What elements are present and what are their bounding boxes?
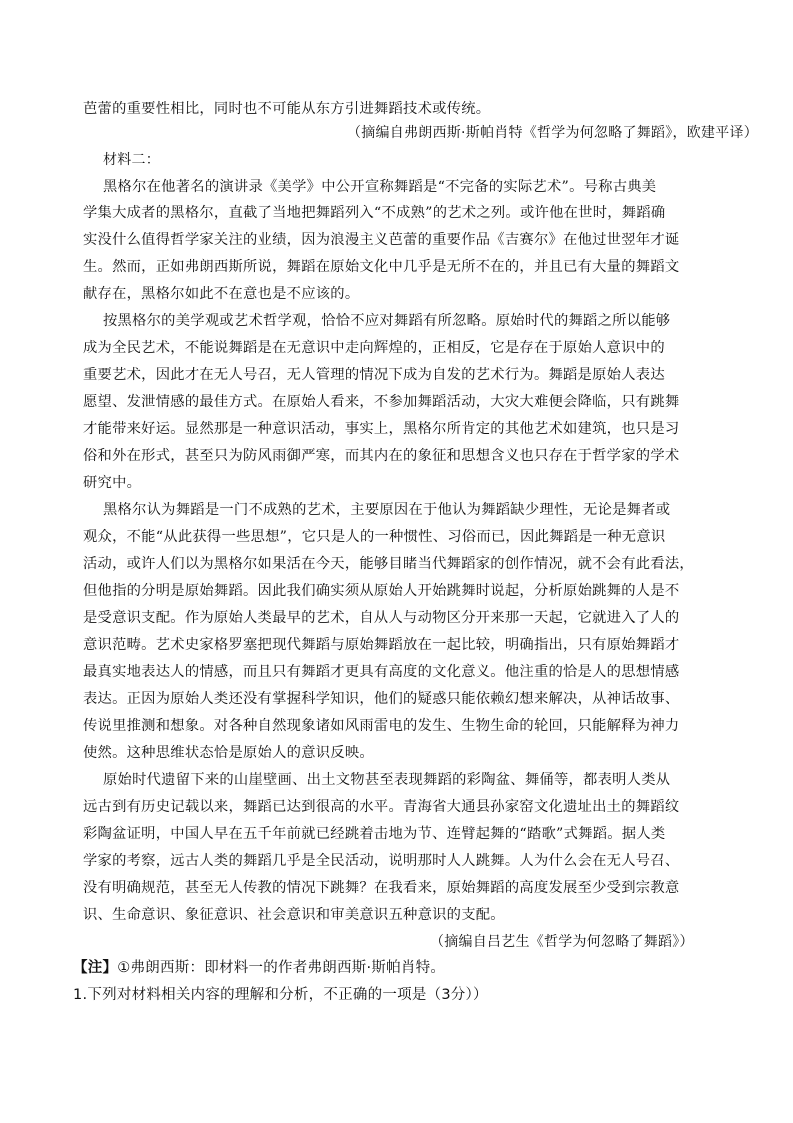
para3-line: 最真实地表达人的情感，而且只有舞蹈才更具有高度的文化意义。他注重的恰是人的思想情感 <box>83 664 680 680</box>
material-one-last-line: 芭蕾的重要性相比，同时也不可能从东方引进舞蹈技术或传统。 <box>83 101 491 117</box>
para4-line: 没有明确规范，甚至无人传教的情况下跳舞？在我看来，原始舞蹈的高度发展至少受到宗教意 <box>83 880 680 896</box>
para3-line: 但他指的分明是原始舞蹈。因此我们确实须从原始人开始跳舞时说起，分析原始跳舞的人是不 <box>83 583 680 599</box>
para3-line: 活动，或许人们以为黑格尔如果活在今天，能够目睹当代舞蹈家的创作情况，就不会有此看法， <box>83 556 694 572</box>
para4-line: 学家的考察，远古人类的舞蹈几乎是全民活动，说明那时人人跳舞。人为什么会在无人号召、 <box>83 853 680 869</box>
note-text: ①弗朗西斯：即材料一的作者弗朗西斯·斯帕肖特。 <box>117 960 446 976</box>
material-one-source: （摘编自弗朗西斯·斯帕肖特《哲学为何忽略了舞蹈》，欧建平译） <box>347 125 758 141</box>
para2-line: 才能带来好运。显然那是一种意识活动，事实上，黑格尔所肯定的其他艺术如建筑，也只是习 <box>83 421 680 437</box>
para2-line: 重要艺术，因此才在无人号召，无人管理的情况下成为自发的艺术行为。舞蹈是原始人表达 <box>83 367 665 383</box>
para3-line: 观众，不能“从此获得一些思想”，它只是人的一种惯性、习俗而已，因此舞蹈是一种无意识 <box>83 529 666 545</box>
para3-line: 使然。这种思维状态恰是原始人的意识反映。 <box>83 745 374 761</box>
para3-line: 意识范畴。艺术史家格罗塞把现代舞蹈与原始舞蹈放在一起比较，明确指出，只有原始舞蹈才 <box>83 637 680 653</box>
para3-line: 黑格尔认为舞蹈是一门不成熟的艺术，主要原因在于他认为舞蹈缺少理性，无论是舞者或 <box>103 502 671 518</box>
para1-line: 生。然而，正如弗朗西斯所说，舞蹈在原始文化中几乎是无所不在的，并且已有大量的舞蹈文 <box>83 259 680 275</box>
para3-line: 是受意识支配。作为原始人类最早的艺术，自从人与动物区分开来那一天起，它就进入了人的 <box>83 610 680 626</box>
note-line <box>73 958 445 978</box>
para4-line: 彩陶盆证明，中国人早在五千年前就已经跳着击地为节、连臂起舞的“踏歌”式舞蹈。据人类 <box>83 826 666 842</box>
para2-line: 成为全民艺术，不能说舞蹈是在无意识中走向辉煌的，正相反，它是存在于原始人意识中的 <box>83 340 665 356</box>
para2-line: 按黑格尔的美学观或艺术哲学观，恰恰不应对舞蹈有所忽略。原始时代的舞蹈之所以能够 <box>103 313 671 329</box>
para1-line: 黑格尔在他著名的演讲录《美学》中公开宣称舞蹈是“不完备的实际艺术”。号称古典美 <box>103 179 657 195</box>
question-text: 1.下列对材料相关内容的理解和分析，不正确的一项是（3分）） <box>73 987 488 1003</box>
para4-line: 远古到有历史记载以来，舞蹈已达到很高的水平。青海省大通县孙家窑文化遗址出土的舞蹈纹 <box>83 799 680 815</box>
para4-line: 识、生命意识、象征意识、社会意识和审美意识五种意识的支配。 <box>83 907 505 923</box>
para1-line: 实没什么值得哲学家关注的业绩，因为浪漫主义芭蕾的重要作品《吉赛尔》在他过世翌年才诞 <box>83 232 680 248</box>
material-two-heading: 材料二： <box>103 152 160 168</box>
para1-line: 献存在，黑格尔如此不在意也是不应该的。 <box>83 286 360 302</box>
note-prefix: 【注】 <box>73 960 118 976</box>
para2-line: 研究中。 <box>83 475 142 491</box>
para4-line: 原始时代遗留下来的山崖壁画、出土文物甚至表现舞蹈的彩陶盆、舞俑等，都表明人类从 <box>103 772 671 788</box>
para3-line: 传说里推测和想象。对各种自然现象诸如风雨雷电的发生、生物生命的轮回，只能解释为神力 <box>83 718 680 734</box>
para1-line: 学集大成者的黑格尔，直截了当地把舞蹈列入“不成熟”的艺术之列。或许他在世时，舞蹈确 <box>83 205 666 221</box>
material-two-source: （摘编自吕艺生《哲学为何忽略了舞蹈》） <box>430 934 694 950</box>
para2-line: 俗和外在形式，甚至只为防风雨御严寒，而其内在的象征和思想含义也只存在于哲学家的学术 <box>83 448 680 464</box>
para3-line: 表达。正因为原始人类还没有掌握科学知识，他们的疑惑只能依赖幻想来解决，从神话故事、 <box>83 691 680 707</box>
para2-line: 愿望、发泄情感的最佳方式。在原始人看来，不参加舞蹈活动，大灾大难便会降临，只有跳舞 <box>83 394 680 410</box>
